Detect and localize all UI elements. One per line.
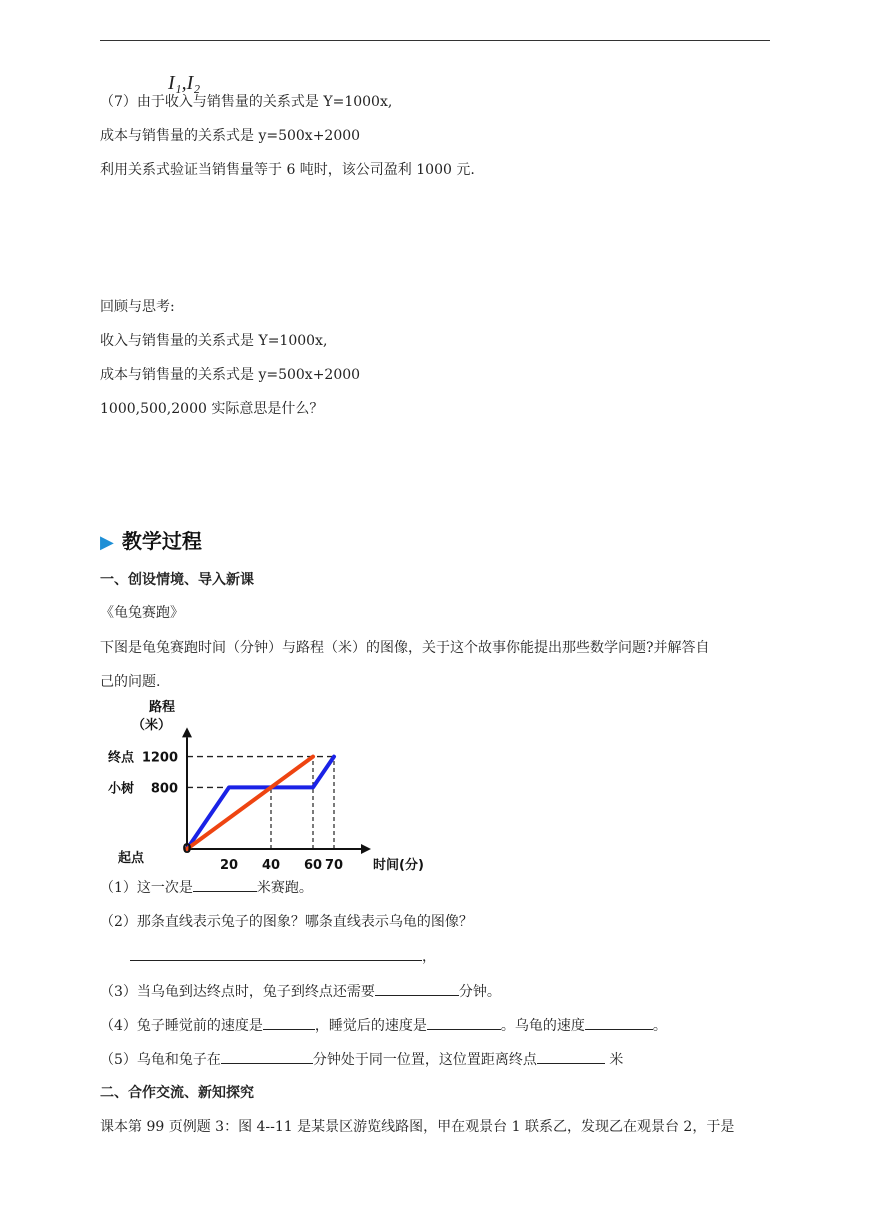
q1-prefix: （1）这一次是: [100, 880, 193, 896]
answer-blank-4c[interactable]: [585, 1015, 653, 1030]
section1-title: 一、创设情境、导入新课: [100, 572, 254, 588]
q3-suffix: 分钟。: [458, 984, 501, 1000]
review-title: 回顾与思考:: [100, 299, 175, 315]
q5-part-c: 米: [604, 1052, 624, 1068]
y-axis-arrow: [182, 727, 192, 737]
question-5: [100, 1049, 623, 1070]
chart-description-line2: 己的问题.: [100, 674, 161, 690]
section2-line1: 课本第 99 页例题 3：图 4--11 是某景区游览线路图，甲在观景台 1 联系乙，发现乙在观景台 2，于是: [100, 1119, 735, 1135]
question-2: （2）那条直线表示兔子的图象？哪条直线表示乌龟的图像？: [100, 914, 473, 930]
answer-blank-5b[interactable]: [537, 1049, 605, 1064]
answer-blank-4b[interactable]: [427, 1015, 501, 1030]
part7-line2: 成本与销售量的关系式是 y=500x+2000: [100, 128, 361, 144]
question-2-answer: [130, 946, 436, 967]
y-tick-annotation-1200: 终点: [108, 750, 135, 766]
race-chart: [100, 690, 430, 880]
origin-annotation: 起点: [118, 851, 145, 866]
q3-prefix: （3）当乌龟到达终点时，兔子到终点还需要: [100, 984, 375, 1000]
play-triangle-icon: ▶: [100, 532, 114, 553]
answer-blank-4a[interactable]: [263, 1015, 315, 1030]
review-line2: 成本与销售量的关系式是 y=500x+2000: [100, 367, 361, 383]
answer-blank-5a[interactable]: [221, 1049, 313, 1064]
answer-blank-1[interactable]: [193, 877, 257, 892]
q4-part-d: 。: [652, 1018, 667, 1034]
formula-overlay: I₁,I₂: [168, 72, 201, 94]
answer-blank-2[interactable]: [130, 946, 422, 961]
x-tick-label-40: 40: [261, 858, 281, 873]
q2-end: ，: [422, 949, 436, 965]
q1-suffix: 米赛跑。: [256, 880, 313, 896]
series-line-1: [187, 757, 313, 849]
section-heading-text: 教学过程: [121, 529, 202, 553]
question-4: [100, 1015, 667, 1036]
story-title: 《龟兔赛跑》: [100, 605, 184, 621]
x-axis-arrow: [361, 844, 371, 854]
x-tick-label-60: 60: [303, 858, 323, 873]
answer-blank-3[interactable]: [375, 981, 459, 996]
x-axis-label: 时间(分): [373, 858, 424, 873]
question-1: [100, 877, 313, 898]
question-3: [100, 981, 501, 1002]
part7-line1: （7）由于收入与销售量的关系式是 Y=1000x,: [100, 94, 393, 110]
y-tick-annotation-800: 小树: [108, 781, 135, 797]
review-line3: 1000,500,2000 实际意思是什么？: [100, 401, 324, 417]
y-axis-label-line2: （米）: [131, 718, 171, 733]
q4-part-b: ，睡觉后的速度是: [314, 1018, 427, 1034]
part7-line3: 利用关系式验证当销售量等于 6 吨时，该公司盈利 1000 元.: [100, 162, 475, 178]
chart-description-line1: 下图是龟兔赛跑时间（分钟）与路程（米）的图像，关于这个故事你能提出那些数学问题?并解答自: [100, 640, 710, 656]
section2-title: 二、合作交流、新知探究: [100, 1085, 254, 1101]
q5-part-a: （5）乌龟和兔子在: [100, 1052, 221, 1068]
y-axis-label-line1: 路程: [148, 700, 175, 715]
review-line1: 收入与销售量的关系式是 Y=1000x,: [100, 333, 328, 349]
section-heading: [100, 525, 202, 554]
x-tick-label-20: 20: [219, 858, 239, 873]
y-tick-label-1200: 1200: [141, 750, 178, 766]
y-tick-label-800: 800: [150, 781, 178, 797]
header-rule: [100, 40, 770, 41]
q4-part-c: 。乌龟的速度: [500, 1018, 585, 1034]
origin-label: 0: [182, 842, 192, 857]
q4-part-a: （4）兔子睡觉前的速度是: [100, 1018, 263, 1034]
x-tick-label-70: 70: [324, 858, 344, 873]
q5-part-b: 分钟处于同一位置，这位置距离终点: [312, 1052, 537, 1068]
